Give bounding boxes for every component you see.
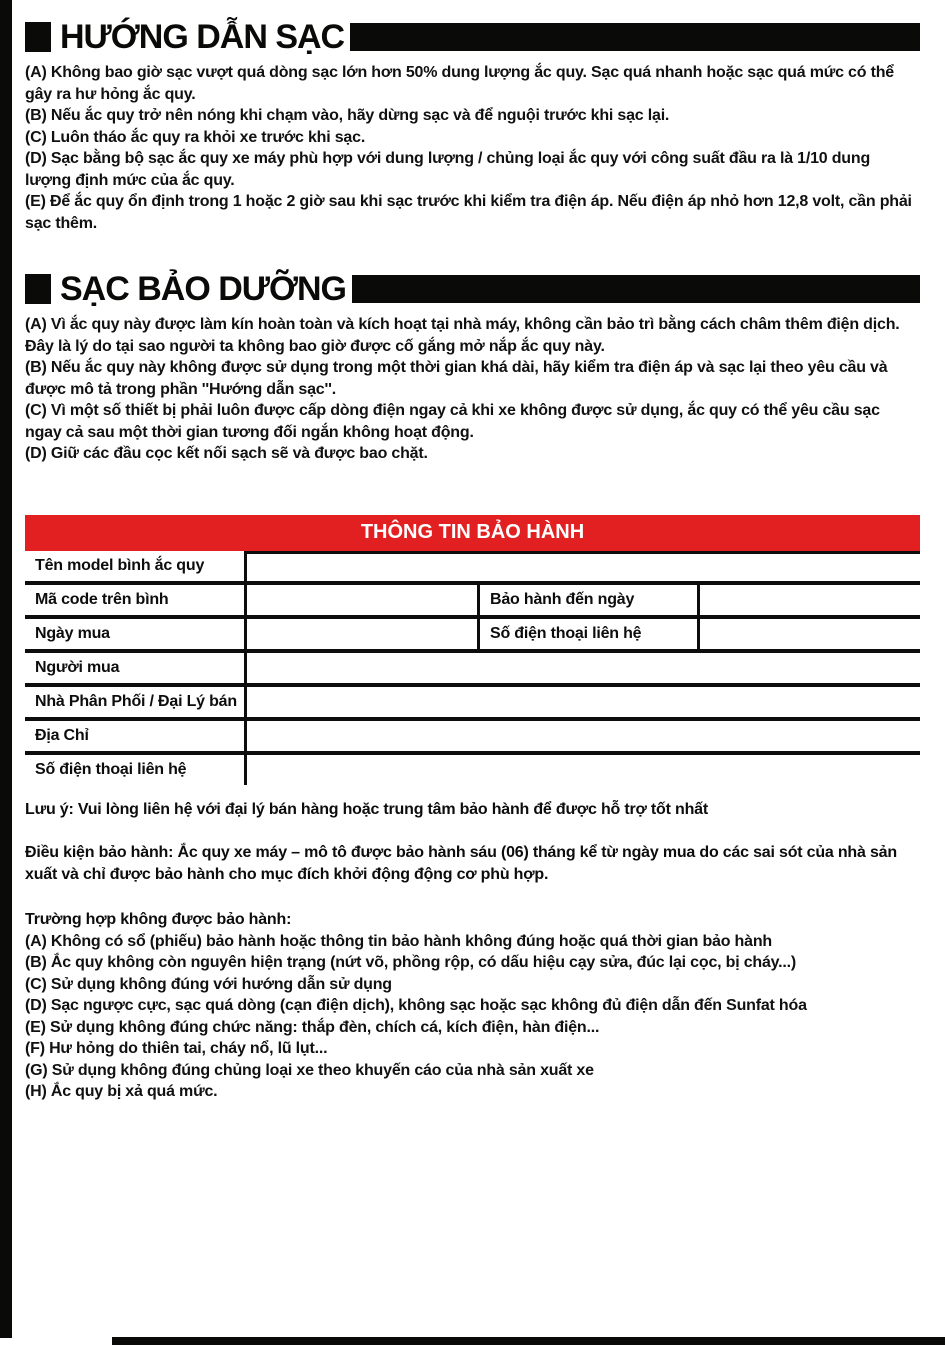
table-row xyxy=(25,721,920,755)
support-note: Lưu ý: Vui lòng liên hệ với đại lý bán hàng hoặc trung tâm bảo hành để được hỗ trợ tốt nhất xyxy=(25,800,708,818)
contact-phone-label: Số điện thoại liên hệ xyxy=(480,619,700,649)
battery-code-value-field xyxy=(247,585,480,615)
address-label: Địa Chỉ xyxy=(25,721,247,751)
exclusion-item-g: (G) Sử dụng không đúng chủng loại xe theo khuyến cáo của nhà sản xuất xe xyxy=(25,1061,594,1079)
table-row xyxy=(25,551,920,585)
warranty-until-label: Bảo hành đến ngày xyxy=(480,585,700,615)
exclusions-heading: Trường hợp không được bảo hành: xyxy=(25,911,292,928)
charging-item-b: (B) Nếu ắc quy trở nên nóng khi chạm vào, hãy dừng sạc và để nguội trước khi sạc lại. xyxy=(25,107,670,124)
table-row xyxy=(25,619,920,653)
charging-item-c: (C) Luôn tháo ắc quy ra khỏi xe trước khi sạc. xyxy=(25,128,366,146)
page-bottom-edge-bar xyxy=(112,1337,945,1345)
table-row xyxy=(25,755,920,785)
exclusion-item-h: (H) Ắc quy bị xả quá mức. xyxy=(25,1083,218,1100)
warranty-until-value-field xyxy=(700,585,920,615)
battery-model-value-field xyxy=(247,551,920,581)
charging-item-a: (A) Không bao giờ sạc vượt quá dòng sạc lớn hơn 50% dung lượng ắc quy. Sạc quá nhanh hoặc sạc quá mức có thể gây ra hư hỏng ắc quy. xyxy=(25,64,894,103)
maintenance-section-title: SẠC BẢO DƯỠNG xyxy=(60,270,346,308)
table-row xyxy=(25,585,920,619)
exclusion-item-d: (D) Sạc ngược cực, sạc quá dòng (cạn điện dịch), không sạc hoặc sạc không đủ điện dẫn đến Sunfat hóa xyxy=(25,997,807,1014)
exclusion-item-a: (A) Không có sổ (phiếu) bảo hành hoặc thông tin bảo hành không đúng hoặc quá thời gian bảo hành xyxy=(25,932,772,950)
header-rule-bar xyxy=(352,275,920,303)
page-left-edge-bar xyxy=(0,0,12,1338)
header-square-mark xyxy=(25,274,51,304)
section-maintenance-charging xyxy=(25,268,920,465)
charging-item-d: (D) Sạc bằng bộ sạc ắc quy xe máy phù hợp với dung lượng / chủng loại ắc quy với công suất đầu ra là 1/10 dung lượng định mức của ắc quy. xyxy=(25,150,871,189)
maintenance-section-header xyxy=(25,268,920,310)
exclusion-item-b: (B) Ắc quy không còn nguyên hiện trạng (nứt võ, phồng rộp, có dấu hiệu cạy sửa, đúc lại cọc, bị cháy...) xyxy=(25,954,797,971)
header-square-mark xyxy=(25,22,51,52)
maintenance-paragraphs xyxy=(25,314,920,465)
purchase-date-label: Ngày mua xyxy=(25,619,247,649)
buyer-label: Người mua xyxy=(25,653,247,683)
warranty-conditions: Điều kiện bảo hành: Ắc quy xe máy – mô tô được bảo hành sáu (06) tháng kể từ ngày mua do các sai sót của nhà sản xuất và chỉ được bảo hành cho mục đích khởi động động cơ phù hợp. xyxy=(25,844,897,883)
charging-paragraphs xyxy=(25,62,920,234)
section-charging-instructions xyxy=(25,16,920,234)
maintenance-item-a: (A) Vì ắc quy này được làm kín hoàn toàn và kích hoạt tại nhà máy, không cần bảo trì bằng cách châm thêm điện dịch. Đây là lý do tại sao người ta không bao giờ được cố gắng mở nắp ắc quy này. xyxy=(25,316,900,355)
battery-code-label: Mã code trên bình xyxy=(25,585,247,615)
header-rule-bar xyxy=(350,23,920,51)
distributor-label: Nhà Phân Phối / Đại Lý bán xyxy=(25,687,247,717)
contact-phone-value-field xyxy=(700,619,920,649)
maintenance-item-d: (D) Giữ các đầu cọc kết nối sạch sẽ và được bao chặt. xyxy=(25,445,428,462)
warranty-table xyxy=(25,551,920,785)
charging-item-e: (E) Để ắc quy ổn định trong 1 hoặc 2 giờ sau khi sạc trước khi kiểm tra điện áp. Nếu điện áp nhỏ hơn 12,8 volt, cần phải sạc thêm. xyxy=(25,193,912,232)
purchase-date-value-field xyxy=(247,619,480,649)
exclusion-item-f: (F) Hư hỏng do thiên tai, cháy nổ, lũ lụt... xyxy=(25,1040,328,1057)
warranty-exclusions xyxy=(25,909,920,1103)
distributor-value-field xyxy=(247,687,920,717)
warranty-info-banner: THÔNG TIN BẢO HÀNH xyxy=(25,515,920,551)
address-value-field xyxy=(247,721,920,751)
phone-label: Số điện thoại liên hệ xyxy=(25,755,247,785)
maintenance-item-b: (B) Nếu ắc quy này không được sử dụng trong một thời gian khá dài, hãy kiểm tra điện áp và sạc lại theo yêu cầu và được mô tả trong phần ''Hướng dẫn sạc''. xyxy=(25,359,888,398)
battery-model-label: Tên model bình ắc quy xyxy=(25,551,247,581)
phone-value-field xyxy=(247,755,920,785)
maintenance-item-c: (C) Vì một số thiết bị phải luôn được cấp dòng điện ngay cả khi xe không được sử dụng, ắc quy có thể yêu cầu sạc ngay cả sau một thời gian tương đối ngắn không hoạt động. xyxy=(25,402,880,441)
charging-section-title: HƯỚNG DẪN SẠC xyxy=(60,18,345,56)
table-row xyxy=(25,687,920,721)
document-content xyxy=(25,16,920,1103)
table-row xyxy=(25,653,920,687)
charging-section-header xyxy=(25,16,920,58)
buyer-value-field xyxy=(247,653,920,683)
exclusion-item-e: (E) Sử dụng không đúng chức năng: thắp đèn, chích cá, kích điện, hàn điện... xyxy=(25,1018,600,1036)
exclusion-item-c: (C) Sử dụng không đúng với hướng dẫn sử dụng xyxy=(25,975,392,993)
